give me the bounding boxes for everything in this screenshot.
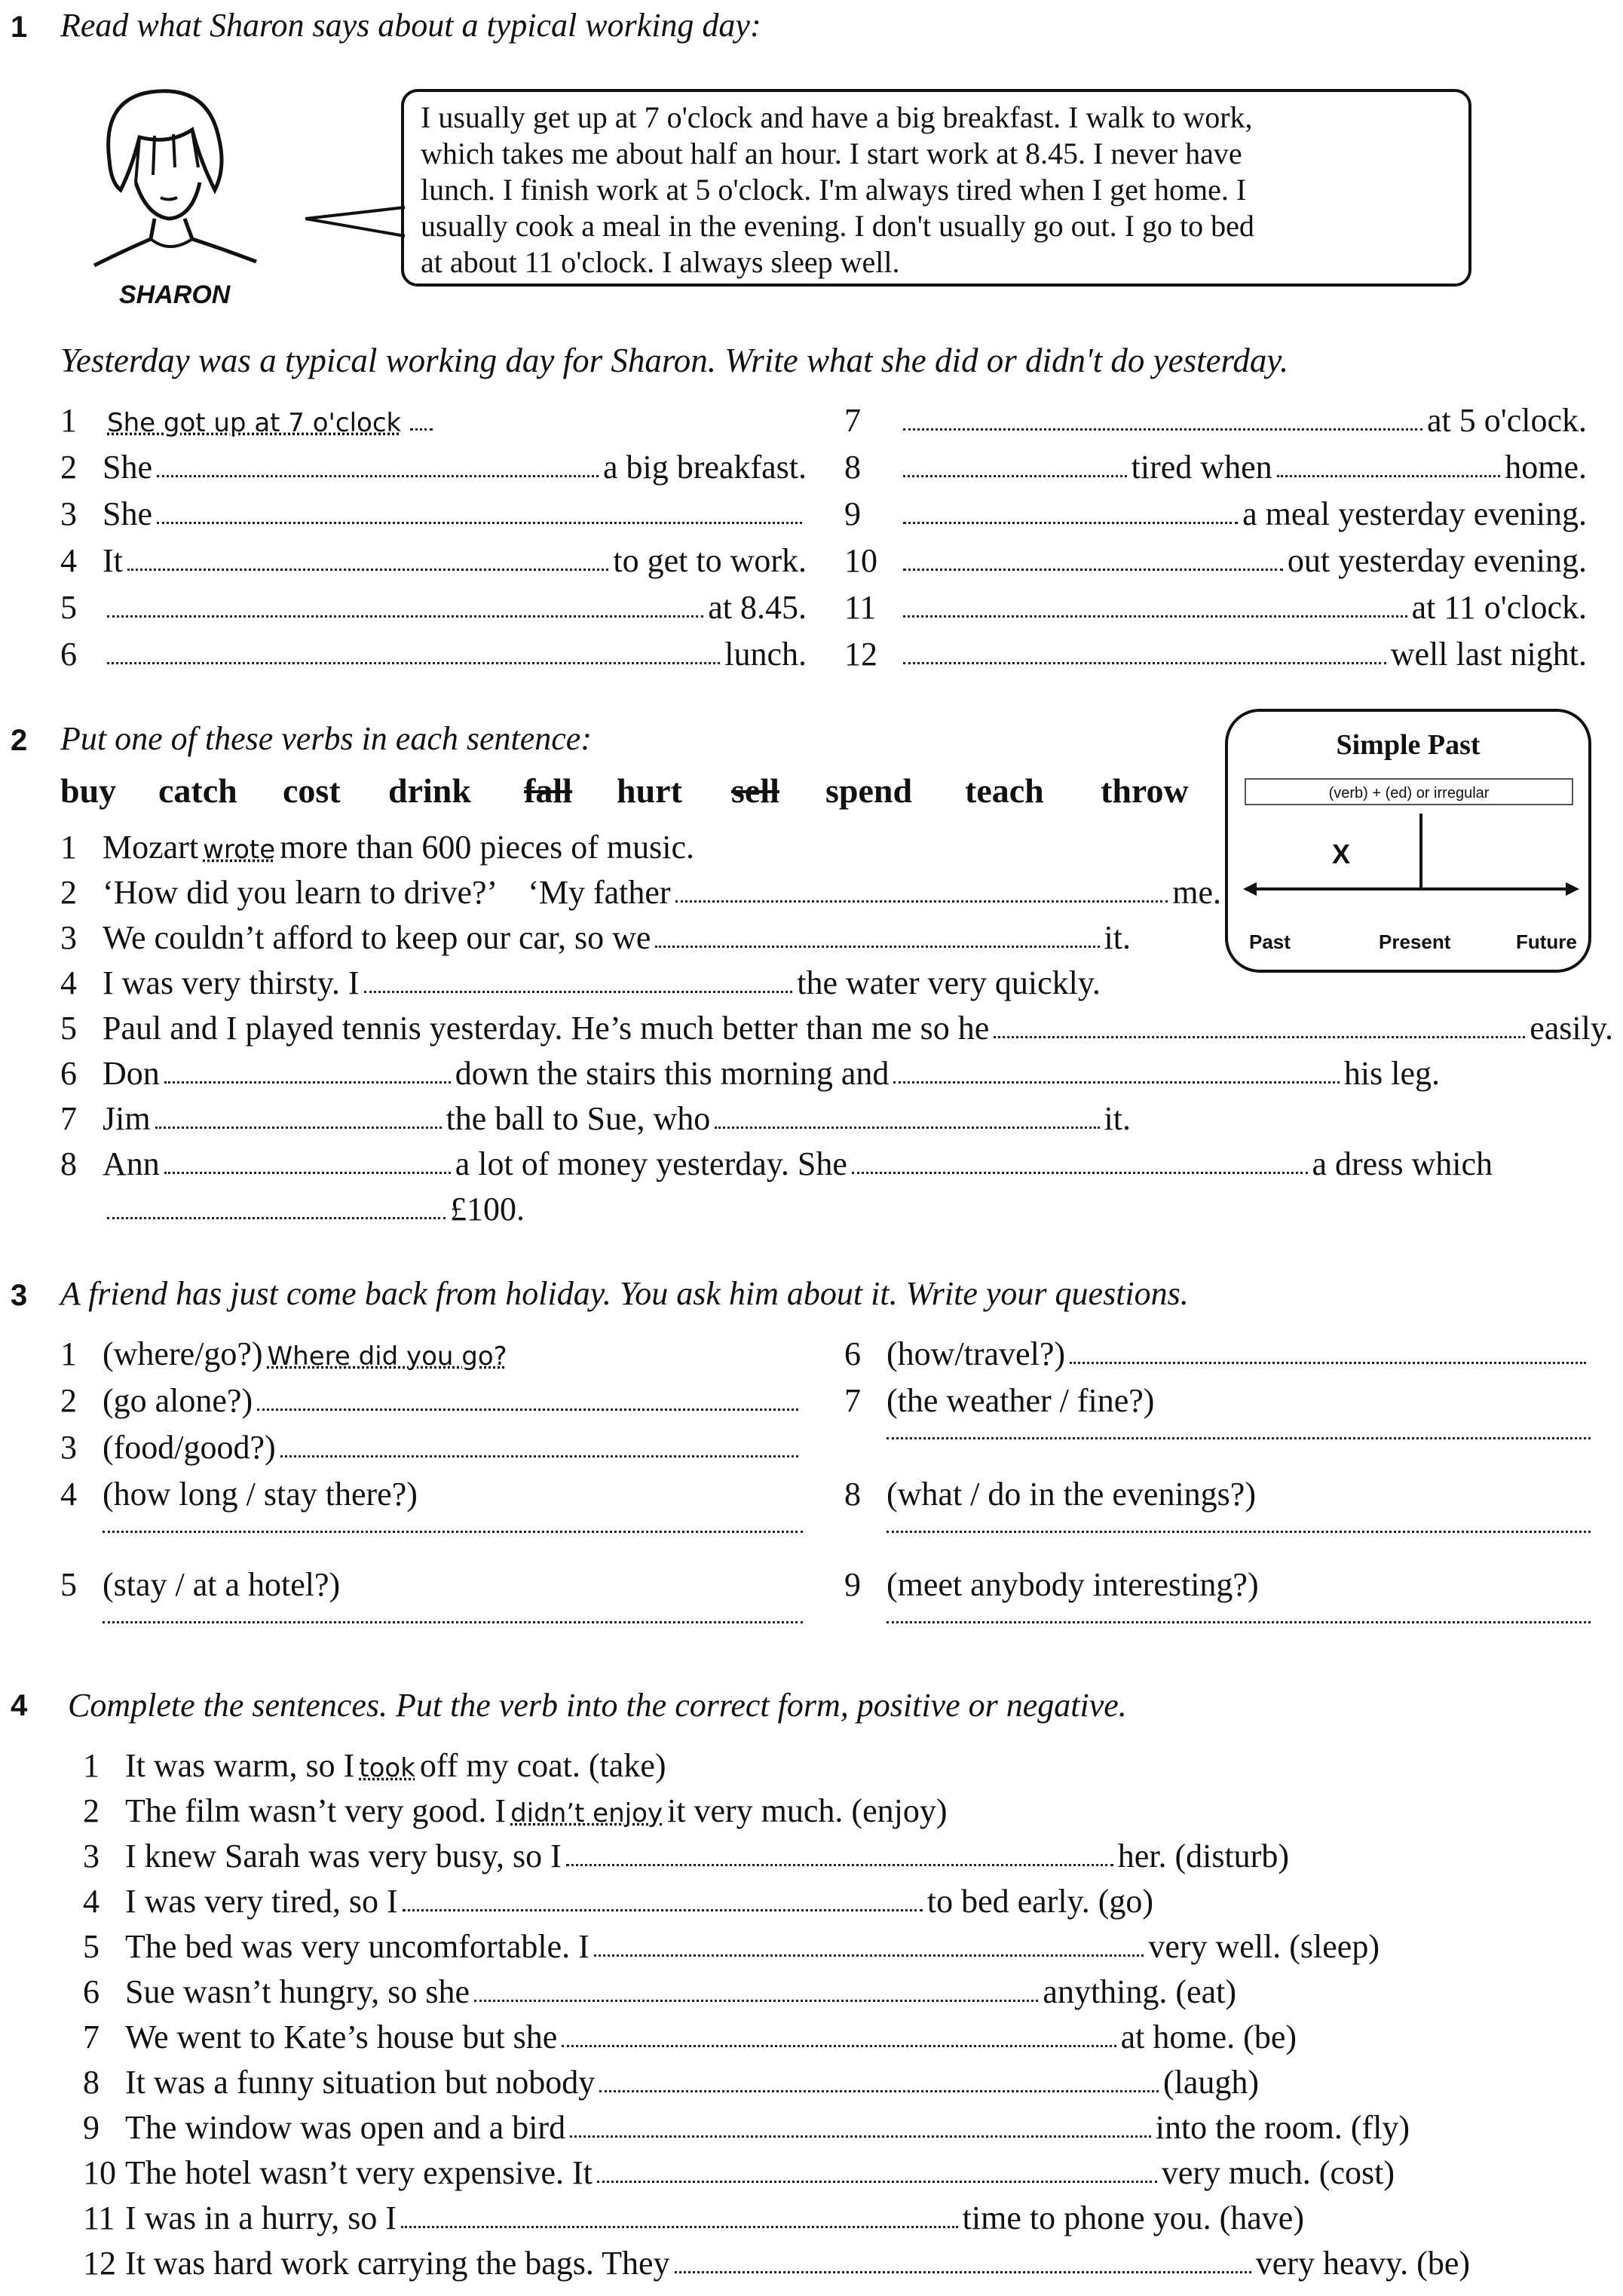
s1-item-6: 6 lunch.	[60, 636, 807, 673]
section-3-number: 3	[11, 1279, 28, 1312]
answer-blank[interactable]	[1070, 1362, 1586, 1364]
answer-blank[interactable]	[107, 1217, 446, 1219]
q-item-7-line	[887, 1428, 1591, 1430]
s4-item-9: 9 The window was open and a bird into the room. (fly)	[83, 2109, 1410, 2146]
q-item-5: 5 (stay / at a hotel?)	[60, 1566, 341, 1603]
answer-blank[interactable]	[157, 475, 599, 477]
answer-blank[interactable]	[599, 2090, 1159, 2092]
s2-item-5: 5 Paul and I played tennis yesterday. He’s much better than me so he easily.	[60, 1010, 1613, 1047]
answer-blank[interactable]	[562, 2045, 1116, 2047]
section-2-number: 2	[11, 724, 28, 757]
s1-item-10: 10 out yesterday evening.	[844, 542, 1587, 579]
s2-item-8-cont: £100.	[103, 1190, 525, 1228]
answer-blank[interactable]	[107, 615, 703, 618]
s4-item-2: 2 The film wasn’t very good. I didn’t enjoy it very much. (enjoy)	[83, 1792, 948, 1829]
s4-item-8: 8 It was a funny situation but nobody (laugh)	[83, 2064, 1259, 2101]
verb-word: hurt	[617, 771, 682, 810]
answer-blank[interactable]	[887, 1437, 1591, 1439]
verb-word-used: fall	[524, 771, 572, 810]
verb-word: cost	[283, 771, 341, 810]
s4-item-10: 10 The hotel wasn’t very expensive. It very much. (cost)	[83, 2154, 1395, 2191]
answer-blank[interactable]	[127, 569, 608, 571]
timeline-label-present: Present	[1379, 930, 1451, 953]
s4-item-12: 12 It was hard work carrying the bags. They very heavy. (be)	[83, 2245, 1470, 2282]
s4-item-6: 6 Sue wasn’t hungry, so she anything. (eat)	[83, 1973, 1236, 2010]
answer-blank[interactable]	[903, 615, 1407, 618]
answer-blank[interactable]	[164, 1081, 451, 1084]
section-4-instruction: Complete the sentences. Put the verb into the correct form, positive or negative.	[68, 1687, 1127, 1724]
s4-item-4: 4 I was very tired, so I to bed early. (go)	[83, 1883, 1153, 1920]
speech-line: usually cook a meal in the evening. I don't usually go out. I go to bed	[421, 209, 1254, 243]
answer-blank[interactable]	[903, 475, 1127, 477]
q-item-4-line	[103, 1522, 803, 1524]
answer-blank[interactable]	[994, 1036, 1525, 1038]
s1-item-9: 9 a meal yesterday evening.	[844, 495, 1587, 532]
s1-item-12: 12 well last night.	[844, 636, 1587, 673]
timeline-arrow	[1243, 814, 1579, 904]
q-item-3: 3 (food/good?)	[60, 1428, 803, 1467]
answer-blank[interactable]	[103, 1621, 803, 1623]
answer-blank[interactable]	[675, 900, 1168, 903]
answer-blank[interactable]	[257, 1409, 798, 1411]
s4-item-11: 11 I was in a hurry, so I time to phone you. (have)	[83, 2199, 1304, 2236]
box-title: Simple Past	[1336, 729, 1481, 761]
s4-item-5: 5 The bed was very uncomfortable. I very well. (sleep)	[83, 1928, 1380, 1965]
answer-blank[interactable]	[570, 2135, 1151, 2138]
past-action-mark: X	[1332, 838, 1351, 869]
answer-blank[interactable]	[903, 662, 1386, 664]
answer-blank[interactable]	[403, 1909, 923, 1911]
answer-blank[interactable]	[155, 1127, 442, 1129]
example-answer: She got up at 7 o'clock	[107, 408, 402, 438]
s1-item-4: 4 It to get to work.	[60, 542, 807, 579]
speech-line: which takes me about half an hour. I start work at 8.45. I never have	[421, 136, 1242, 170]
answer-blank[interactable]	[655, 946, 1099, 948]
s4-item-3: 3 I knew Sarah was very busy, so I her. (disturb)	[83, 1838, 1289, 1875]
s1-item-7: 7 at 5 o'clock.	[844, 402, 1587, 439]
sharon-portrait	[79, 69, 260, 273]
answer-blank[interactable]	[893, 1081, 1340, 1084]
answer-blank[interactable]	[597, 2181, 1157, 2183]
answer-blank[interactable]	[594, 1954, 1144, 1957]
answer-blank[interactable]	[675, 2271, 1251, 2273]
answer-blank[interactable]	[715, 1127, 1099, 1129]
s1-item-8: 8 tired when home.	[844, 449, 1588, 486]
q-item-5-line	[103, 1612, 803, 1614]
s1-item-3: 3 She	[60, 495, 807, 533]
answer-blank[interactable]	[903, 569, 1283, 571]
s4-item-1: 1 It was warm, so I took off my coat. (take)	[83, 1747, 666, 1784]
verb-word-used: sell	[731, 771, 779, 810]
s1-item-1: 1 She got up at 7 o'clock	[60, 401, 807, 440]
verb-word: drink	[388, 771, 471, 810]
speech-line: at about 11 o'clock. I always sleep well.	[421, 245, 900, 279]
verb-word: teach	[965, 771, 1044, 810]
q-item-1: 1 (where/go?) Where did you go?	[60, 1335, 507, 1372]
s2-item-6: 6 Don down the stairs this morning and his leg.	[60, 1055, 1440, 1092]
q-item-9-line	[887, 1612, 1591, 1614]
q-item-2: 2 (go alone?)	[60, 1381, 803, 1420]
answer-blank[interactable]	[401, 2226, 958, 2228]
s1-item-5: 5 at 8.45.	[60, 589, 807, 626]
speech-bubble	[401, 89, 1471, 287]
answer-blank[interactable]	[903, 522, 1238, 524]
q-item-4: 4 (how long / stay there?)	[60, 1476, 418, 1513]
example-answer: didn’t enjoy	[510, 1798, 663, 1829]
section-1-instruction: Read what Sharon says about a typical working day:	[60, 7, 761, 44]
answer-blank[interactable]	[107, 662, 720, 664]
answer-blank[interactable]	[103, 1531, 803, 1533]
q-item-7: 7 (the weather / fine?)	[844, 1382, 1155, 1419]
s2-item-4: 4 I was very thirsty. I the water very quickly.	[60, 964, 1101, 1001]
answer-blank[interactable]	[887, 1531, 1591, 1533]
timeline-label-past: Past	[1249, 930, 1291, 953]
answer-blank[interactable]	[474, 2000, 1038, 2002]
s4-item-7: 7 We went to Kate’s house but she at home. (be)	[83, 2019, 1297, 2055]
s2-item-1: 1 Mozart wrote more than 600 pieces of music.	[60, 829, 695, 866]
speech-pointer	[305, 192, 411, 245]
speech-line: I usually get up at 7 o'clock and have a big breakfast. I walk to work,	[421, 100, 1253, 134]
timeline-label-future: Future	[1516, 930, 1577, 953]
answer-blank[interactable]	[164, 1172, 451, 1174]
section-1-number: 1	[11, 11, 28, 44]
answer-blank[interactable]	[410, 428, 433, 431]
q-item-9: 9 (meet anybody interesting?)	[844, 1566, 1259, 1603]
s2-item-8: 8 Ann a lot of money yesterday. She a dress which	[60, 1145, 1493, 1182]
box-formula: (verb) + (ed) or irregular	[1245, 778, 1573, 805]
example-answer: wrote	[203, 835, 276, 865]
section-4-number: 4	[11, 1689, 28, 1722]
simple-past-box	[1225, 709, 1591, 973]
answer-blank[interactable]	[852, 1172, 1308, 1174]
s1-item-11: 11 at 11 o'clock.	[844, 589, 1587, 626]
verb-word: catch	[158, 771, 237, 810]
section-2-instruction: Put one of these verbs in each sentence:	[60, 720, 592, 757]
s2-item-2: 2 ‘How did you learn to drive?’ ‘My father me.	[60, 874, 1221, 911]
section-3-instruction: A friend has just come back from holiday. You ask him about it. Write your questions.	[60, 1275, 1189, 1312]
s1-item-2: 2 She a big breakfast.	[60, 449, 807, 486]
q-item-8: 8 (what / do in the evenings?)	[844, 1476, 1256, 1513]
answer-blank[interactable]	[157, 522, 802, 524]
s2-item-3: 3 We couldn’t afford to keep our car, so we it.	[60, 919, 1131, 956]
s2-item-7: 7 Jim the ball to Sue, who it.	[60, 1100, 1131, 1137]
q-item-6: 6 (how/travel?)	[844, 1335, 1591, 1373]
verb-word: buy	[60, 771, 117, 810]
example-answer: took	[359, 1753, 415, 1783]
verb-word: spend	[825, 771, 913, 810]
example-answer: Where did you go?	[267, 1341, 507, 1372]
q-item-8-line	[887, 1522, 1591, 1524]
section-1-task: Yesterday was a typical working day for Sharon. Write what she did or didn't do yesterday.	[60, 342, 1289, 379]
answer-blank[interactable]	[566, 1864, 1113, 1866]
speech-line: lunch. I finish work at 5 o'clock. I'm always tired when I get home. I	[421, 173, 1247, 207]
answer-blank[interactable]	[364, 991, 793, 993]
answer-blank[interactable]	[280, 1455, 798, 1458]
answer-blank[interactable]	[887, 1621, 1591, 1623]
verb-word: throw	[1101, 771, 1189, 810]
speaker-name: SHARON	[119, 280, 231, 309]
answer-blank[interactable]	[1277, 475, 1501, 477]
answer-blank[interactable]	[903, 428, 1422, 431]
